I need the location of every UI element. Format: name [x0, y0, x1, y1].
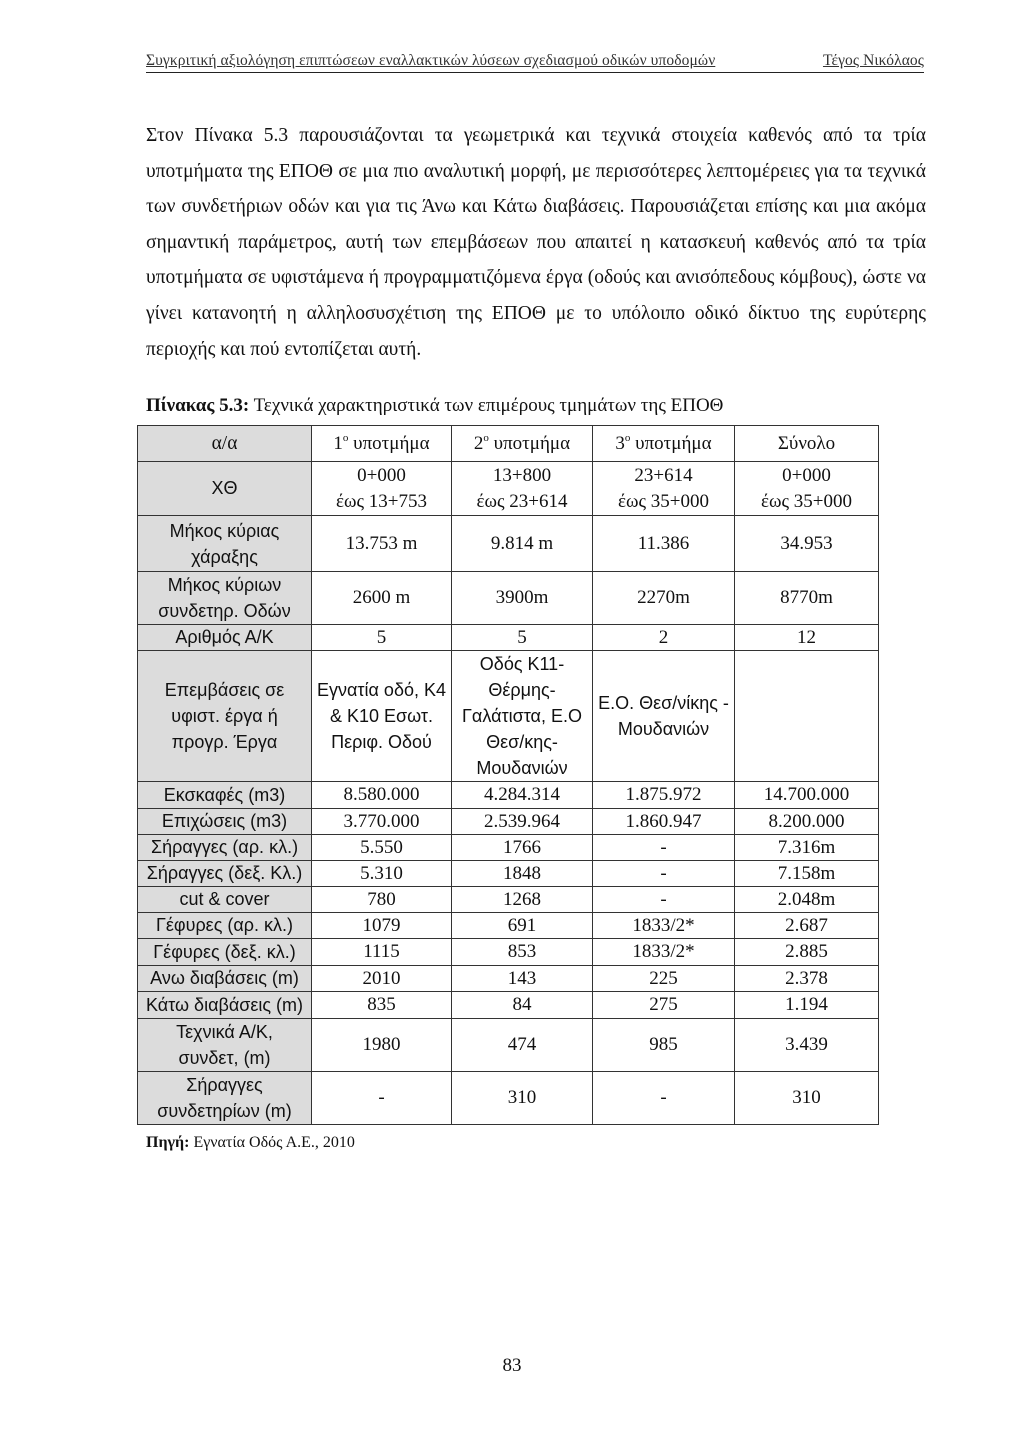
row-label: Μήκος κύριων συνδετηρ. Οδών [138, 572, 312, 625]
row-label: Γέφυρες (δεξ. κλ.) [138, 939, 312, 966]
cell: 1848 [452, 861, 593, 887]
cell: 2010 [312, 966, 452, 992]
row-label: Επεμβάσεις σε υφιστ. έργα ή προγρ. Έργα [138, 651, 312, 782]
cell: 1.875.972 [593, 782, 735, 809]
cell: 34.953 [735, 516, 879, 572]
cell: Εγνατία οδό, Κ4 & Κ10 Εσωτ. Περιφ. Οδού [312, 651, 452, 782]
row-label: Μήκος κύριας χάραξης [138, 516, 312, 572]
row-label: Αριθμός Α/Κ [138, 625, 312, 651]
cell: 143 [452, 966, 593, 992]
header-author: Τέγος Νικόλαος [822, 52, 924, 69]
cell: 0+000 έως 13+753 [312, 462, 452, 516]
cell: 84 [452, 992, 593, 1019]
row-cut-cover [138, 887, 879, 913]
row-label: Σήραγγες (αρ. κλ.) [138, 835, 312, 861]
row-label: Επιχώσεις (m3) [138, 809, 312, 835]
cell: - [593, 835, 735, 861]
page-number: 83 [502, 1355, 522, 1376]
row-label: Εκσκαφές (m3) [138, 782, 312, 809]
cell: 2600 m [312, 572, 452, 625]
cell: 1.860.947 [593, 809, 735, 835]
cell: 2.539.964 [452, 809, 593, 835]
row-interchanges [138, 625, 879, 651]
row-label: ΧΘ [138, 462, 312, 516]
row-label: Κάτω διαβάσεις (m) [138, 992, 312, 1019]
cell: 2.687 [735, 913, 879, 939]
row-label: Τεχνικά Α/Κ, συνδετ, (m) [138, 1019, 312, 1072]
row-overpasses [138, 966, 879, 992]
cell: 0+000 έως 35+000 [735, 462, 879, 516]
cell: 4.284.314 [452, 782, 593, 809]
row-tech-interchanges [138, 1019, 879, 1072]
cell: 11.386 [593, 516, 735, 572]
table-header-row [138, 426, 879, 462]
cell: 310 [735, 1072, 879, 1125]
cell: 5 [312, 625, 452, 651]
cell: 691 [452, 913, 593, 939]
cell: Ε.Ο. Θεσ/νίκης - Μουδανιών [593, 651, 735, 782]
header-title: Συγκριτική αξιολόγηση επιπτώσεων εναλλακτικών λύσεων σχεδιασμού οδικών υποδομών [146, 52, 716, 69]
row-label: cut & cover [138, 887, 312, 913]
cell: 1.194 [735, 992, 879, 1019]
cell: 985 [593, 1019, 735, 1072]
cell: 8770m [735, 572, 879, 625]
row-excavations [138, 782, 879, 809]
cell: 1980 [312, 1019, 452, 1072]
col-header-total: Σύνολο [735, 426, 879, 462]
row-fills [138, 809, 879, 835]
row-tunnels-left [138, 835, 879, 861]
caption-text: Τεχνικά χαρακτηριστικά των επιμέρους τμημάτων της ΕΠΟΘ [249, 395, 724, 416]
body-paragraph: Στον Πίνακα 5.3 παρουσιάζονται τα γεωμετρικά και τεχνικά στοιχεία καθενός από τα τρία υποτμήματα της ΕΠΟΘ σε μια πιο αναλυτική μορφή, με περισσότερες λεπτομέρειες για τα τεχνικά των συνδετήριων οδών και για τις Άνω και Κάτω διαβάσεις. Παρουσιάζεται επίσης και μια ακόμα σημαντική παράμετρος, αυτή των επεμβάσεων που απαιτεί η κατασκευή καθενός από τα τρία υποτμήματα σε υφιστάμενα ή προγραμματιζόμενα έργα (οδούς και ανισόπεδους κόμβους), ώστε να γίνει κατανοητή η αλληλοσυσχέτιση της ΕΠΟΘ με το υπόλοιπο οδικό δίκτυο της ευρύτερης περιοχής και πού εντοπίζεται αυτή. [146, 125, 926, 360]
cell: 23+614 έως 35+000 [593, 462, 735, 516]
cell: 8.200.000 [735, 809, 879, 835]
cell: 5.310 [312, 861, 452, 887]
row-label: Γέφυρες (αρ. κλ.) [138, 913, 312, 939]
cell: 1833/2* [593, 913, 735, 939]
row-chainage [138, 462, 879, 516]
cell: 3.770.000 [312, 809, 452, 835]
cell: 5.550 [312, 835, 452, 861]
cell: - [312, 1072, 452, 1125]
cell: 853 [452, 939, 593, 966]
cell: 13.753 m [312, 516, 452, 572]
cell: 310 [452, 1072, 593, 1125]
row-main-length [138, 516, 879, 572]
technical-table [137, 425, 879, 1125]
cell: 1833/2* [593, 939, 735, 966]
cell: 1766 [452, 835, 593, 861]
cell: 275 [593, 992, 735, 1019]
running-header [146, 50, 924, 73]
cell: 14.700.000 [735, 782, 879, 809]
row-underpasses [138, 992, 879, 1019]
cell: 9.814 m [452, 516, 593, 572]
row-interventions [138, 651, 879, 782]
cell: 3.439 [735, 1019, 879, 1072]
cell: - [593, 861, 735, 887]
cell: 7.158m [735, 861, 879, 887]
cell: 1268 [452, 887, 593, 913]
row-label: Σήραγγες συνδετηρίων (m) [138, 1072, 312, 1125]
row-tunnels-right [138, 861, 879, 887]
col-header-1: $1^o$ υποτμήμα [312, 426, 452, 462]
row-label: Ανω διαβάσεις (m) [138, 966, 312, 992]
caption-label: Πίνακας 5.3: [146, 395, 250, 416]
row-link-tunnels [138, 1072, 879, 1125]
cell: 3900m [452, 572, 593, 625]
cell: 2.885 [735, 939, 879, 966]
cell: 835 [312, 992, 452, 1019]
source-label: Πηγή: [146, 1134, 190, 1151]
cell: 780 [312, 887, 452, 913]
corner-cell: α/α [138, 426, 312, 462]
cell: 225 [593, 966, 735, 992]
cell: 13+800 έως 23+614 [452, 462, 593, 516]
table-source [146, 1134, 355, 1152]
cell: 474 [452, 1019, 593, 1072]
cell: 2 [593, 625, 735, 651]
table-caption [146, 395, 723, 417]
cell: 12 [735, 625, 879, 651]
cell [735, 651, 879, 782]
row-label: Σήραγγες (δεξ. Κλ.) [138, 861, 312, 887]
cell: 2270m [593, 572, 735, 625]
cell: 7.316m [735, 835, 879, 861]
row-bridges-left [138, 913, 879, 939]
source-text: Εγνατία Οδός Α.Ε., 2010 [189, 1134, 355, 1151]
cell: 1079 [312, 913, 452, 939]
row-link-length [138, 572, 879, 625]
col-header-2: $2^o$ υποτμήμα [452, 426, 593, 462]
cell: 1115 [312, 939, 452, 966]
cell: 8.580.000 [312, 782, 452, 809]
row-bridges-right [138, 939, 879, 966]
cell: 5 [452, 625, 593, 651]
cell: 2.048m [735, 887, 879, 913]
cell: Οδός Κ11- Θέρμης- Γαλάτιστα, Ε.Ο Θεσ/κης- Μουδανιών [452, 651, 593, 782]
cell: - [593, 887, 735, 913]
col-header-3: $3^o$ υποτμήμα [593, 426, 735, 462]
cell: 2.378 [735, 966, 879, 992]
cell: - [593, 1072, 735, 1125]
